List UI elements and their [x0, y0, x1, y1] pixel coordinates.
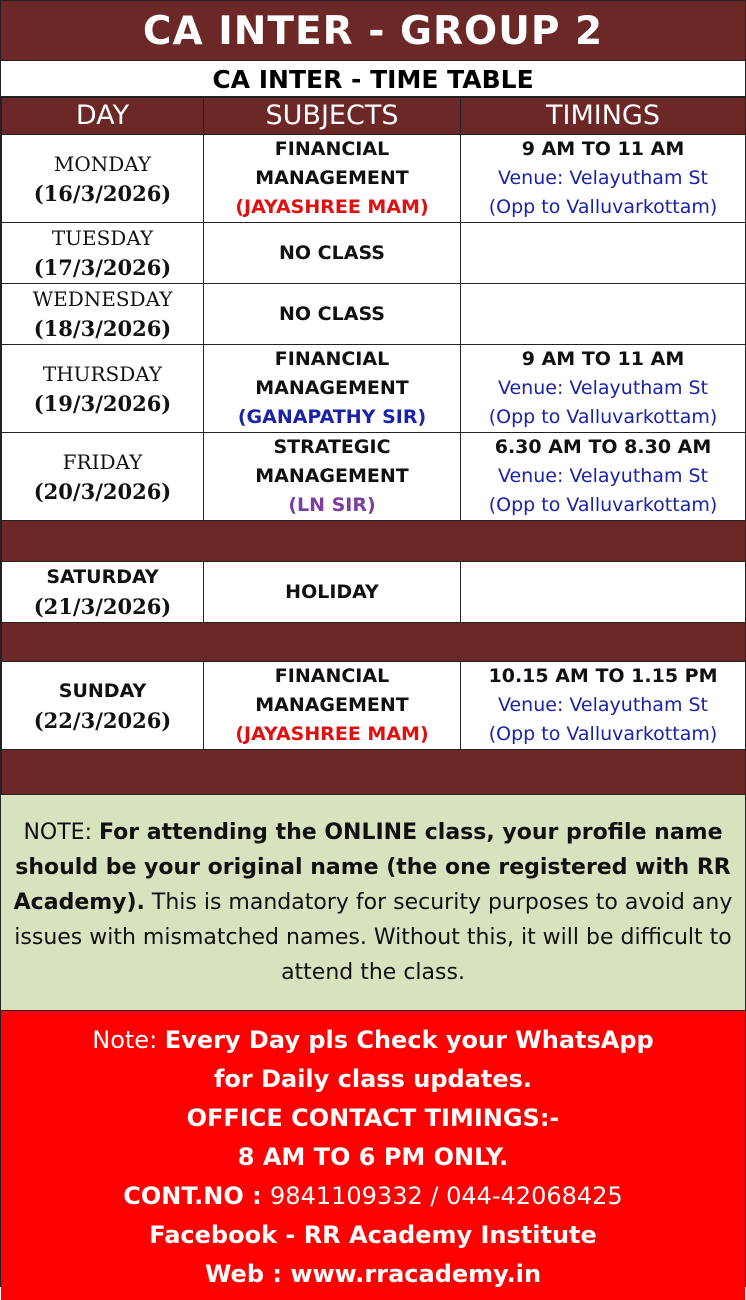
office-timings-label: OFFICE CONTACT TIMINGS:- — [186, 1104, 560, 1132]
contact-note — [1, 1011, 745, 1300]
faculty-name: (GANAPATHY SIR) — [237, 406, 427, 428]
separator-bar — [2, 623, 746, 662]
day-cell — [2, 562, 204, 623]
venue-landmark: (Opp to Valluvarkottam) — [488, 494, 718, 516]
venue-landmark: (Opp to Valluvarkottam) — [488, 196, 718, 218]
subject-name: HOLIDAY — [285, 580, 379, 603]
table-row — [2, 135, 746, 223]
day-cell — [2, 223, 204, 284]
day-name: TUESDAY — [51, 226, 154, 250]
day-name: SATURDAY — [46, 566, 159, 588]
day-name: WEDNESDAY — [32, 287, 173, 311]
class-time: 6.30 AM TO 8.30 AM — [494, 436, 712, 458]
office-timings-value: 8 AM TO 6 PM ONLY. — [237, 1143, 509, 1171]
class-time: 9 AM TO 11 AM — [521, 138, 685, 160]
subject-cell — [204, 284, 461, 345]
day-cell — [2, 433, 204, 521]
faculty-name: (JAYASHREE MAM) — [235, 196, 429, 218]
venue-line: Venue: Velayutham St — [497, 465, 709, 487]
separator-row — [2, 750, 746, 795]
venue-landmark: (Opp to Valluvarkottam) — [488, 723, 718, 745]
col-header-subjects: SUBJECTS — [204, 98, 461, 135]
contact-number-line — [5, 1177, 741, 1216]
subject-cell — [204, 433, 461, 521]
separator-bar — [2, 521, 746, 562]
subject-name: NO CLASS — [279, 241, 385, 264]
subject-name: FINANCIAL MANAGEMENT — [255, 665, 409, 716]
subject-cell — [204, 345, 461, 433]
contact-label: CONT.NO : — [123, 1182, 271, 1210]
day-cell — [2, 284, 204, 345]
day-name: FRIDAY — [62, 449, 143, 474]
venue-landmark: (Opp to Valluvarkottam) — [488, 406, 718, 428]
table-row — [2, 433, 746, 521]
website-line: Web : www.rracademy.in — [204, 1260, 542, 1288]
col-header-timings: TIMINGS — [461, 98, 746, 135]
day-name: MONDAY — [53, 151, 152, 176]
day-date: (22/3/2026) — [33, 707, 172, 733]
timing-cell — [461, 135, 746, 223]
note-prefix: NOTE: — [23, 820, 99, 845]
whatsapp-note-line2: for Daily class updates. — [213, 1065, 533, 1093]
subject-cell — [204, 135, 461, 223]
day-date: (20/3/2026) — [33, 478, 172, 504]
day-date: (21/3/2026) — [33, 594, 172, 619]
contact-numbers: 9841109332 / 044-42068425 — [270, 1182, 623, 1210]
subject-name: STRATEGIC MANAGEMENT — [255, 436, 409, 487]
table-header-row — [2, 98, 746, 135]
table-row — [2, 562, 746, 623]
venue-line: Venue: Velayutham St — [497, 694, 709, 716]
subject-name: FINANCIAL MANAGEMENT — [255, 138, 409, 189]
timetable — [1, 97, 746, 795]
day-date: (16/3/2026) — [33, 180, 172, 206]
venue-line: Venue: Velayutham St — [497, 167, 709, 189]
note-rest-text: This is mandatory for security purposes to avoid any issues with mismatched names. Without this, it will be difficult to attend the class. — [14, 890, 733, 985]
whatsapp-note-line1 — [5, 1021, 741, 1060]
table-row — [2, 662, 746, 750]
day-name: SUNDAY — [58, 679, 147, 702]
table-row — [2, 223, 746, 284]
subject-name: NO CLASS — [279, 302, 385, 325]
timing-cell — [461, 345, 746, 433]
table-row — [2, 284, 746, 345]
subject-cell — [204, 223, 461, 284]
col-header-day: DAY — [2, 98, 204, 135]
sub-title: CA INTER - TIME TABLE — [1, 61, 745, 97]
class-time: 10.15 AM TO 1.15 PM — [488, 665, 718, 687]
online-class-note — [1, 795, 745, 1011]
faculty-name: (JAYASHREE MAM) — [235, 723, 429, 745]
separator-bar — [2, 750, 746, 795]
timing-cell — [461, 284, 746, 345]
day-name: THURSDAY — [42, 361, 163, 386]
separator-row — [2, 623, 746, 662]
day-date: (19/3/2026) — [33, 390, 172, 416]
table-row — [2, 345, 746, 433]
timing-cell — [461, 662, 746, 750]
day-cell — [2, 345, 204, 433]
day-cell — [2, 662, 204, 750]
whatsapp-text: Every Day pls Check your WhatsApp — [164, 1026, 654, 1054]
note-bold-text: For attending the ONLINE class, your profile name should be your original name (the one registered with RR Academy). — [13, 820, 731, 915]
subject-cell — [204, 562, 461, 623]
main-title: CA INTER - GROUP 2 — [1, 1, 745, 61]
day-date: (17/3/2026) — [33, 255, 172, 280]
separator-row — [2, 521, 746, 562]
timing-cell — [461, 433, 746, 521]
subject-name: FINANCIAL MANAGEMENT — [255, 348, 409, 399]
subject-cell — [204, 662, 461, 750]
day-date: (18/3/2026) — [33, 316, 172, 341]
facebook-line: Facebook - RR Academy Institute — [149, 1221, 597, 1249]
timing-cell — [461, 223, 746, 284]
venue-line: Venue: Velayutham St — [497, 377, 709, 399]
timing-cell — [461, 562, 746, 623]
class-time: 9 AM TO 11 AM — [521, 348, 685, 370]
faculty-name: (LN SIR) — [288, 494, 376, 516]
note-prefix: Note: — [92, 1026, 165, 1054]
day-cell — [2, 135, 204, 223]
